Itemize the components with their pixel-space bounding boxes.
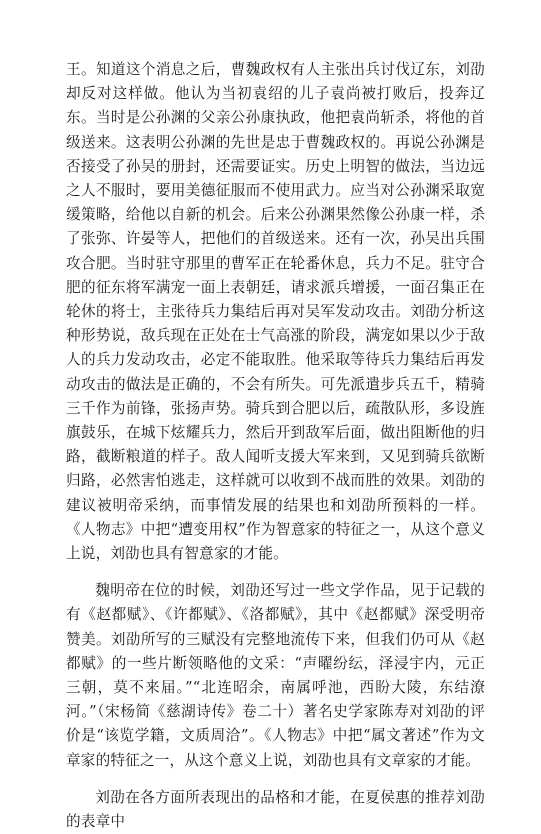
paragraph-literary-works: 魏明帝在位的时候，刘劭还写过一些文学作品，见于记载的有《赵都赋》、《许都赋》、《洛都赋》，其中《赵都赋》深受明帝赞美。刘劭所写的三赋没有完整地流传下来，但我们仍可从《赵都赋》的一些片断领略他的文采：“声曜纷纭，泽浸宇内，元正三朝，莫不来届。”“北连昭余，南属呼池，西盼大陵，东结潦河。”（宋杨简《慈湖诗传》卷二十）著名史学家陈寿对刘劭的评价是“该览学籍，文质周洽”。《人物志》中把“属文著述”作为文章家的特征之一，从这个意义上说，刘劭也具有文章家的才能。 <box>66 582 485 769</box>
paragraph-character-and-talent: 刘劭在各方面所表现出的品格和才能，在夏侯惠的推荐刘劭的表章中 <box>66 788 485 831</box>
paragraph-continued: 王。知道这个消息之后，曹魏政权有人主张出兵讨伐辽东，刘劭却反对这样做。他认为当初袁绍的儿子袁尚被打败后，投奔辽东。当时是公孙渊的父亲公孙康执政，他把袁尚斩杀，将他的首级送来。这表明公孙渊的先世是忠于曹魏政权的。再说公孙渊是否接受了孙吴的册封，还需要证实。历史上明智的做法，当边远之人不服时，要用美德征服而不使用武力。应当对公孙渊采取宽缓策略，给他以自新的机会。后来公孙渊果然像公孙康一样，杀了张弥、许晏等人，把他们的首级送来。还有一次，孙吴出兵围攻合肥。当时驻守那里的曹军正在轮番休息，兵力不足。驻守合肥的征东将军满宠一面上表朝廷，请求派兵增援，一面召集正在轮休的将士，主张待兵力集结后再对吴军发动攻击。刘劭分析这种形势说，敌兵现在正处在士气高涨的阶段，满宠如果以少于敌人的兵力发动攻击，必定不能取胜。他采取等待兵力集结后再发动攻击的做法是正确的，不会有所失。可先派遣步兵五千，精骑三千作为前锋，张扬声势。骑兵到合肥以后，疏散队形，多设旌旗鼓乐，在城下炫耀兵力，然后开到敌军后面，做出阻断他的归路，截断粮道的样子。敌人闻听支援大军来到，又见到骑兵欲断归路，必然害怕逃走，这样就可以收到不战而胜的效果。刘劭的建议被明帝采纳，而事情发展的结果也和刘劭所预料的一样。《人物志》中把“遭变用权”作为智意家的特征之一，从这个意义上说，刘劭也具有智意家的才能。 <box>66 61 485 563</box>
